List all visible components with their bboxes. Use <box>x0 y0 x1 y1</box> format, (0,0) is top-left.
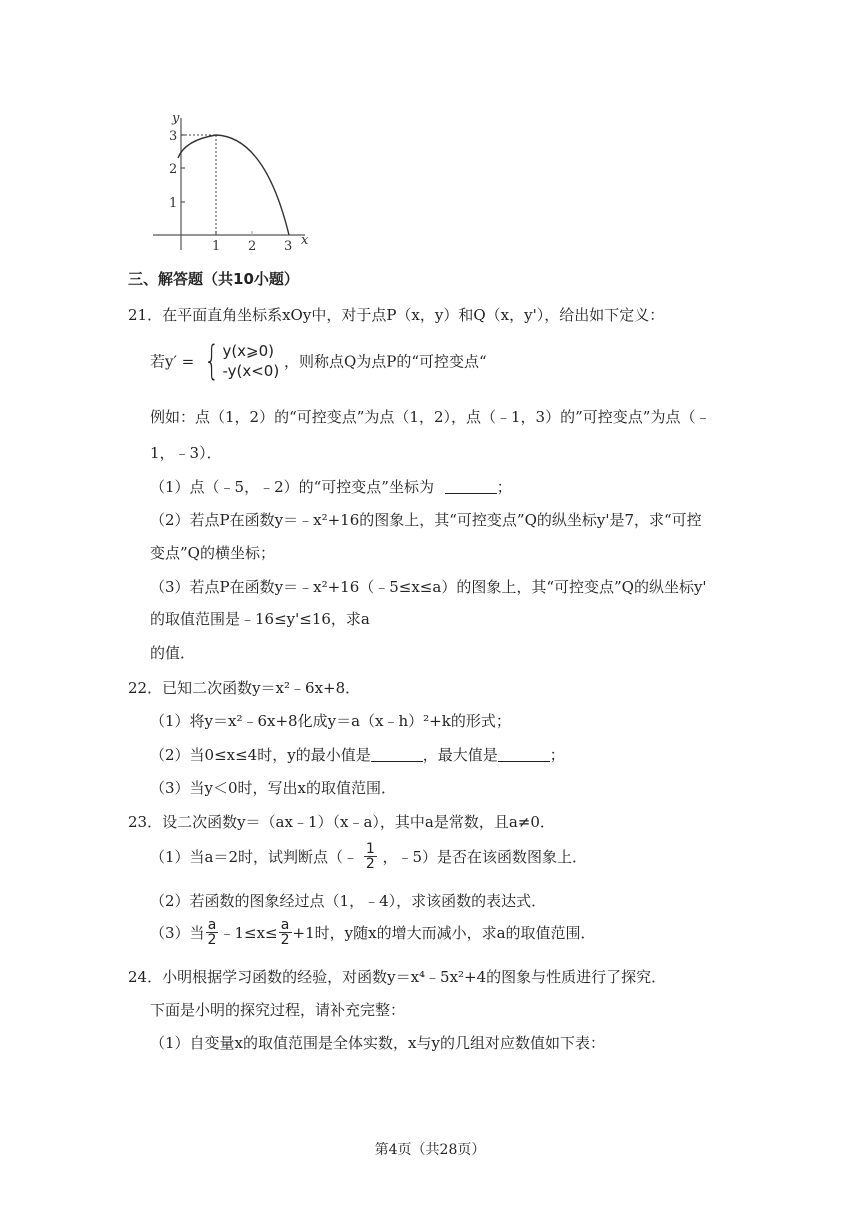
q22-part2-text-b: ，最大值是 <box>422 746 498 764</box>
q21-definition <box>150 338 487 384</box>
x-tick-1: 1 <box>212 239 221 254</box>
q22-max-blank[interactable] <box>498 748 550 762</box>
q23-part1 <box>150 842 587 871</box>
q23-part3-text-c: +1时，y随x的增大而减小，求a的取值范围． <box>292 924 596 942</box>
y-tick-1: 1 <box>169 196 178 211</box>
fraction-one-half: $\frac{1}{2}$ <box>365 841 375 872</box>
function-graph <box>145 110 320 258</box>
q24-line2: 下面是小明的探究过程，请补充完整： <box>150 1001 406 1019</box>
q23-line1: 23．设二次函数y＝（ax﹣1）（x﹣a），其中a是常数，且a≠0． <box>128 813 555 831</box>
q22-part2 <box>150 744 565 765</box>
x-tick-2: 2 <box>248 239 257 254</box>
q23-part2: （2）若函数的图象经过点（1，﹣4），求该函数的表达式． <box>150 892 547 910</box>
q21-example-2: 1，﹣3）． <box>150 444 222 462</box>
q21-answer-blank[interactable] <box>445 480 497 494</box>
q21-part1-text: （1）点（﹣5，﹣2）的“可控变点”坐标为 <box>150 478 434 496</box>
y-tick-3: 3 <box>169 129 178 144</box>
q23-part1-text-b: ，﹣5）是否在该函数图象上． <box>382 848 588 866</box>
q21-line1: 21．在平面直角坐标系xOy中，对于点P（x，y）和Q（x，y'），给出如下定义： <box>128 306 665 324</box>
fraction-a-over-2: $\frac{a}{2}$ <box>207 917 217 948</box>
y-tick-2: 2 <box>169 162 178 177</box>
q23-part3-text-a: （3）当 <box>150 924 205 942</box>
q22-part2-text-c: ； <box>549 746 565 764</box>
y-axis-label: y <box>172 111 180 126</box>
x-tick-3: 3 <box>284 239 293 254</box>
q24-line1: 24．小明根据学习函数的经验，对函数y＝x⁴﹣5x²+4的图象与性质进行了探究． <box>128 968 667 986</box>
q22-part2-text-a: （2）当0≤x≤4时，y的最小值是 <box>150 746 371 764</box>
q21-part2b: 变点”Q的横坐标； <box>150 544 275 562</box>
q22-line1: 22．已知二次函数y＝x²﹣6x+8． <box>128 679 361 697</box>
fraction-a-over-2-second: $\frac{a}{2}$ <box>280 917 290 948</box>
q24-part1: （1）自变量x的取值范围是全体实数，x与y的几组对应数值如下表： <box>150 1034 605 1052</box>
q22-part1: （1）将y＝x²﹣6x+8化成y＝a（x﹣h）²+k的形式； <box>150 712 511 730</box>
parabola-curve <box>178 135 289 235</box>
q21-part1-end: ； <box>496 478 512 496</box>
piecewise-brace: { y(x⩾0) -y(x<0) <box>204 338 280 384</box>
q22-min-blank[interactable] <box>371 748 423 762</box>
q23-part1-text-a: （1）当a＝2时，试判断点（﹣ <box>150 848 359 866</box>
q21-part3a: （3）若点P在函数y＝﹣x²+16（﹣5≤x≤a）的图象上，其“可控变点”Q的纵坐标y' <box>150 578 707 596</box>
q21-def-suffix: ，则称点Q为点P的“可控变点“ <box>283 352 487 371</box>
case-1: y(x⩾0) <box>222 342 275 360</box>
q23-part3-text-b: ﹣1≤x≤ <box>219 924 278 942</box>
page-footer: 第4页（共28页） <box>374 1142 486 1158</box>
section-heading: 三、解答题（共10小题） <box>128 270 299 288</box>
q21-def-prefix: 若y′ = <box>150 352 195 371</box>
q21-part3c: 的值． <box>150 644 196 662</box>
q21-part1 <box>150 476 512 497</box>
q21-example-1: 例如：点（1，2）的“可控变点”为点（1，2），点（﹣1，3）的”可控变点”为点（﹣ <box>150 408 711 426</box>
case-2: -y(x<0) <box>222 362 280 380</box>
q23-part3 <box>150 918 596 947</box>
x-axis-label: x <box>301 233 309 248</box>
q21-part3b: 的取值范围是﹣16≤y'≤16，求a <box>150 610 370 628</box>
q22-part3: （3）当y＜0时，写出x的取值范围． <box>150 779 397 797</box>
q21-part2a: （2）若点P在函数y＝﹣x²+16的图象上，其“可控变点”Q的纵坐标y'是7，求“可控 <box>150 511 702 529</box>
